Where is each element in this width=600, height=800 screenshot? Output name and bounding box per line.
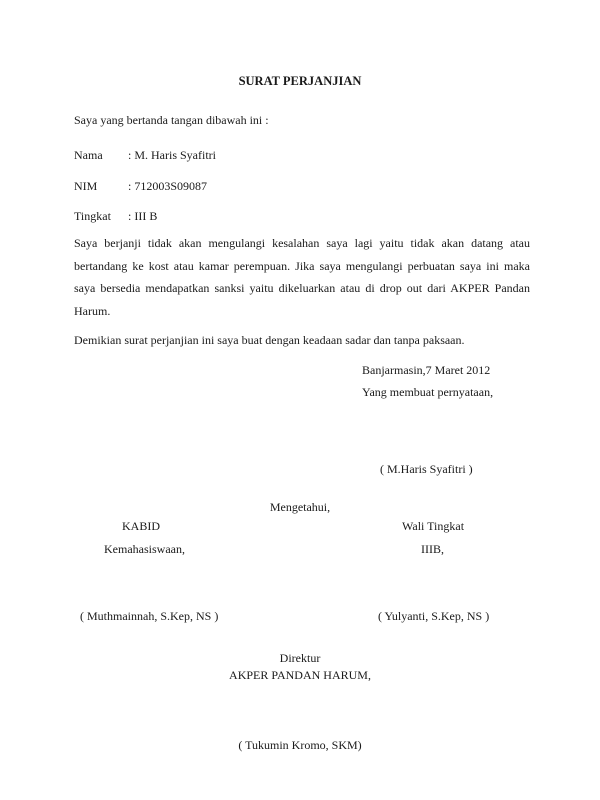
left-signer-name: ( Muthmainnah, S.Kep, NS ) [80,609,219,623]
field-value-nim: : 712003S09087 [128,179,208,193]
right-signer-name: ( Yulyanti, S.Kep, NS ) [378,609,490,623]
field-label-nama: Nama [74,148,103,162]
left-signer-subtitle: Kemahasiswaan, [104,542,185,556]
field-value-tingkat: : III B [128,209,158,223]
closing-text: Demikian surat perjanjian ini saya buat dengan keadaan sadar dan tanpa paksaan. [74,333,465,347]
right-signer-title: Wali Tingkat [402,519,465,533]
acknowledged-label: Mengetahui, [269,500,331,514]
statement-line: Saya berjanji tidak akan mengulangi kesalahan saya lagi yaitu tidak akan datang atau [74,236,530,250]
statement-line: bertandang ke kost atau kamar perempuan. Jika saya mengulangi perbuatan saya ini maka [74,258,530,273]
director-institution: AKPER PANDAN HARUM, [229,668,371,682]
field-label-nim: NIM [74,179,98,193]
right-signer-subtitle: IIIB, [421,542,444,556]
place-date: Banjarmasin,7 Maret 2012 [362,363,491,377]
statement-line: Harum. [74,303,111,318]
maker-signature-name: ( M.Haris Syafitri ) [380,462,473,476]
letter-title: SURAT PERJANJIAN [238,74,362,88]
statement-line: saya bersedia mendapatkan sanksi yaitu dikeluarkan atau di drop out dari AKPER Pandan [74,281,530,295]
maker-label: Yang membuat pernyataan, [362,385,494,399]
director-title: Direktur [279,651,321,665]
statement-paragraph [74,232,530,322]
field-label-tingkat: Tingkat [74,209,111,223]
field-value-nama: : M. Haris Syafitri [128,148,216,162]
intro-text: Saya yang bertanda tangan dibawah ini : [74,113,269,127]
director-name: ( Tukumin Kromo, SKM) [238,738,362,752]
left-signer-title: KABID [122,519,160,533]
